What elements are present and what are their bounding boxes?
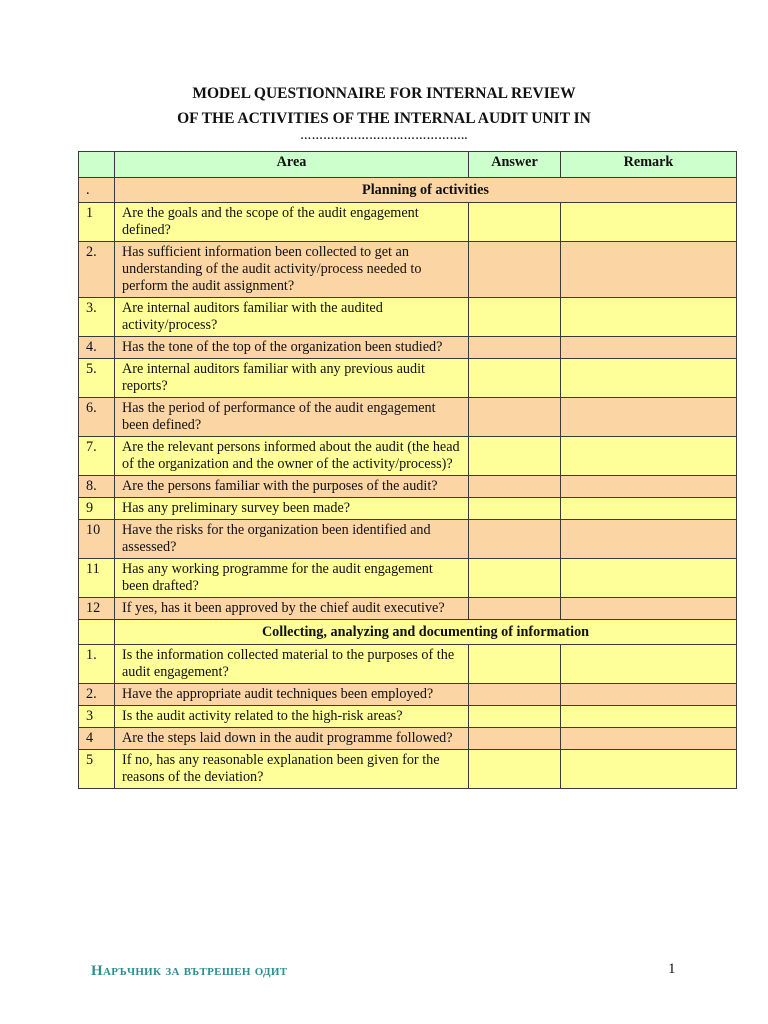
question-number: 4. <box>79 337 115 359</box>
question-text: If no, has any reasonable explanation been given for the reasons of the deviation? <box>115 750 469 789</box>
question-text: Have the risks for the organization been identified and assessed? <box>115 520 469 559</box>
question-text: Are the persons familiar with the purposes of the audit? <box>115 476 469 498</box>
question-number: 6. <box>79 398 115 437</box>
section-number <box>79 620 115 645</box>
question-number: 2. <box>79 242 115 298</box>
remark-cell[interactable] <box>561 359 737 398</box>
question-text: Are internal auditors familiar with any previous audit reports? <box>115 359 469 398</box>
question-number: 12 <box>79 598 115 620</box>
question-text: Are the relevant persons informed about the audit (the head of the organization and the owner of the activity/process)? <box>115 437 469 476</box>
table-row <box>79 359 737 398</box>
answer-cell[interactable] <box>469 728 561 750</box>
question-number: 7. <box>79 437 115 476</box>
section-row <box>79 620 737 645</box>
remark-cell[interactable] <box>561 684 737 706</box>
section-number: . <box>79 178 115 203</box>
remark-cell[interactable] <box>561 645 737 684</box>
question-number: 10 <box>79 520 115 559</box>
question-number: 11 <box>79 559 115 598</box>
remark-cell[interactable] <box>561 728 737 750</box>
answer-cell[interactable] <box>469 684 561 706</box>
question-number: 3 <box>79 706 115 728</box>
remark-cell[interactable] <box>561 242 737 298</box>
remark-cell[interactable] <box>561 298 737 337</box>
table-row <box>79 437 737 476</box>
remark-cell[interactable] <box>561 520 737 559</box>
question-number: 8. <box>79 476 115 498</box>
answer-cell[interactable] <box>469 706 561 728</box>
questionnaire-table <box>78 151 737 789</box>
document-title-line-2: OF THE ACTIVITIES OF THE INTERNAL AUDIT UNIT IN <box>177 110 591 127</box>
remark-cell[interactable] <box>561 437 737 476</box>
remark-cell[interactable] <box>561 203 737 242</box>
question-text: If yes, has it been approved by the chief audit executive? <box>115 598 469 620</box>
question-text: Are the goals and the scope of the audit engagement defined? <box>115 203 469 242</box>
answer-cell[interactable] <box>469 337 561 359</box>
question-number: 1. <box>79 645 115 684</box>
question-number: 5. <box>79 359 115 398</box>
question-text: Has any preliminary survey been made? <box>115 498 469 520</box>
question-text: Is the information collected material to the purposes of the audit engagement? <box>115 645 469 684</box>
table-row <box>79 598 737 620</box>
question-text: Has the period of performance of the audit engagement been defined? <box>115 398 469 437</box>
answer-cell[interactable] <box>469 520 561 559</box>
answer-cell[interactable] <box>469 645 561 684</box>
page-number: 1 <box>668 961 676 977</box>
question-text: Have the appropriate audit techniques been employed? <box>115 684 469 706</box>
answer-cell[interactable] <box>469 242 561 298</box>
table-header-row <box>79 152 737 178</box>
section-row <box>79 178 737 203</box>
table-row <box>79 706 737 728</box>
document-title-placeholder: …………………………………….. <box>300 130 468 142</box>
question-number: 5 <box>79 750 115 789</box>
answer-cell[interactable] <box>469 298 561 337</box>
footer-handbook-title: Наръчник за вътрешен одит <box>91 963 288 979</box>
table-row <box>79 559 737 598</box>
question-number: 4 <box>79 728 115 750</box>
section-heading: Collecting, analyzing and documenting of information <box>115 620 737 645</box>
answer-cell[interactable] <box>469 559 561 598</box>
answer-cell[interactable] <box>469 750 561 789</box>
answer-cell[interactable] <box>469 437 561 476</box>
header-remark: Remark <box>561 152 737 178</box>
question-text: Has the tone of the top of the organization been studied? <box>115 337 469 359</box>
remark-cell[interactable] <box>561 337 737 359</box>
question-number: 2. <box>79 684 115 706</box>
answer-cell[interactable] <box>469 203 561 242</box>
question-text: Are internal auditors familiar with the audited activity/process? <box>115 298 469 337</box>
header-area: Area <box>115 152 469 178</box>
table-row <box>79 645 737 684</box>
answer-cell[interactable] <box>469 359 561 398</box>
table-body <box>79 178 737 789</box>
answer-cell[interactable] <box>469 398 561 437</box>
remark-cell[interactable] <box>561 750 737 789</box>
answer-cell[interactable] <box>469 476 561 498</box>
remark-cell[interactable] <box>561 706 737 728</box>
table-row <box>79 476 737 498</box>
table-row <box>79 298 737 337</box>
remark-cell[interactable] <box>561 559 737 598</box>
remark-cell[interactable] <box>561 476 737 498</box>
header-number <box>79 152 115 178</box>
table-row <box>79 242 737 298</box>
remark-cell[interactable] <box>561 398 737 437</box>
table-row <box>79 203 737 242</box>
question-text: Is the audit activity related to the high-risk areas? <box>115 706 469 728</box>
table-row <box>79 684 737 706</box>
document-title-line-1: MODEL QUESTIONNAIRE FOR INTERNAL REVIEW <box>192 85 576 102</box>
table-row <box>79 337 737 359</box>
question-text: Has sufficient information been collected to get an understanding of the audit activity/process needed to perform the audit assignment? <box>115 242 469 298</box>
header-answer: Answer <box>469 152 561 178</box>
table-row <box>79 750 737 789</box>
question-number: 3. <box>79 298 115 337</box>
remark-cell[interactable] <box>561 498 737 520</box>
section-heading: Planning of activities <box>115 178 737 203</box>
question-number: 9 <box>79 498 115 520</box>
table-row <box>79 498 737 520</box>
question-text: Has any working programme for the audit engagement been drafted? <box>115 559 469 598</box>
answer-cell[interactable] <box>469 598 561 620</box>
question-number: 1 <box>79 203 115 242</box>
answer-cell[interactable] <box>469 498 561 520</box>
table-row <box>79 398 737 437</box>
table-row <box>79 520 737 559</box>
question-text: Are the steps laid down in the audit programme followed? <box>115 728 469 750</box>
table-row <box>79 728 737 750</box>
remark-cell[interactable] <box>561 598 737 620</box>
